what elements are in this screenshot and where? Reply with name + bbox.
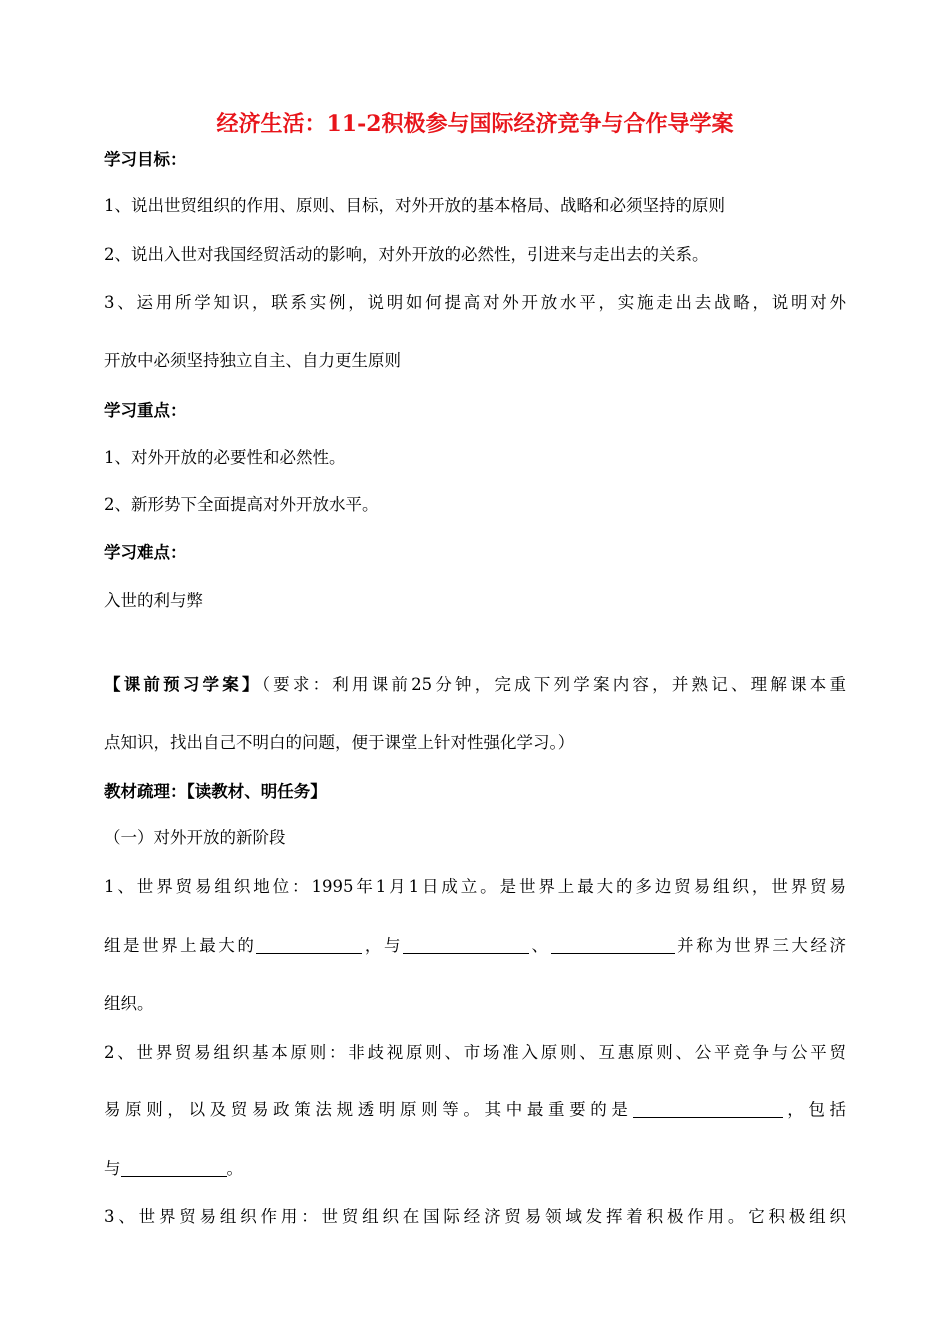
section-heading: （一）对外开放的新阶段	[104, 828, 286, 847]
q1-text-d: 并称为世界三大经济	[674, 936, 847, 955]
document-title: 经济生活：11-2积极参与国际经济竞争与合作导学案	[216, 111, 734, 137]
objective-item-2: 2、说出入世对我国经贸活动的影响，对外开放的必然性，引进来与走出去的关系。	[104, 245, 709, 264]
blank-field-4[interactable]	[633, 1101, 783, 1118]
blank-field-5[interactable]	[121, 1160, 227, 1177]
q2-line-3	[104, 1157, 846, 1181]
blank-field-2[interactable]	[403, 937, 529, 954]
key-point-item-2: 2、新形势下全面提高对外开放水平。	[104, 495, 379, 514]
objectives-heading: 学习目标：	[104, 150, 187, 169]
q2-text-b: ，包括	[782, 1100, 847, 1119]
q2-line-1: 2、世界贸易组织基本原则：非歧视原则、市场准入原则、互惠原则、公平竞争与公平贸	[104, 1043, 846, 1062]
preview-requirement: （要求：利用课前25分钟，完成下列学案内容，并熟记、理解课本重	[261, 675, 847, 694]
q2-text-d: 。	[226, 1159, 243, 1178]
q1-line-2	[104, 934, 846, 958]
q3-line-1: 3、世界贸易组织作用：世贸组织在国际经济贸易领域发挥着积极作用。它积极组织	[104, 1207, 846, 1226]
q1-text-a: 组是世界上最大的	[104, 936, 257, 955]
key-points-heading: 学习重点：	[104, 401, 187, 420]
preview-line-1	[104, 673, 846, 697]
q1-line-1: 1、世界贸易组织地位：1995年1月1日成立。是世界上最大的多边贸易组织，世界贸易	[104, 877, 846, 896]
difficulty-heading: 学习难点：	[104, 543, 187, 562]
objective-item-3: 3、运用所学知识，联系实例，说明如何提高对外开放水平，实施走出去战略，说明对外	[104, 293, 846, 312]
difficulty-text: 入世的利与弊	[104, 591, 203, 610]
textbook-heading: 教材疏理：【读教材、明任务】	[104, 782, 327, 801]
q1-text-b: ，与	[362, 936, 404, 955]
preview-line-2: 点知识，找出自己不明白的问题，便于课堂上针对性强化学习。）	[104, 733, 575, 752]
key-point-item-1: 1、对外开放的必要性和必然性。	[104, 448, 346, 467]
objective-item-3-cont: 开放中必须坚持独立自主、自力更生原则	[104, 351, 401, 370]
q2-text-c: 与	[104, 1159, 121, 1178]
q1-line-3: 组织。	[104, 994, 154, 1013]
blank-field-1[interactable]	[256, 937, 362, 954]
blank-field-3[interactable]	[551, 937, 675, 954]
q2-line-2	[104, 1098, 846, 1122]
q2-text-a: 易原则，以及贸易政策法规透明原则等。其中最重要的是	[104, 1100, 633, 1119]
q1-text-c: 、	[529, 936, 551, 955]
preview-label: 【课前预习学案】	[104, 675, 262, 694]
objective-item-1: 1、说出世贸组织的作用、原则、目标，对外开放的基本格局、战略和必须坚持的原则	[104, 196, 725, 215]
